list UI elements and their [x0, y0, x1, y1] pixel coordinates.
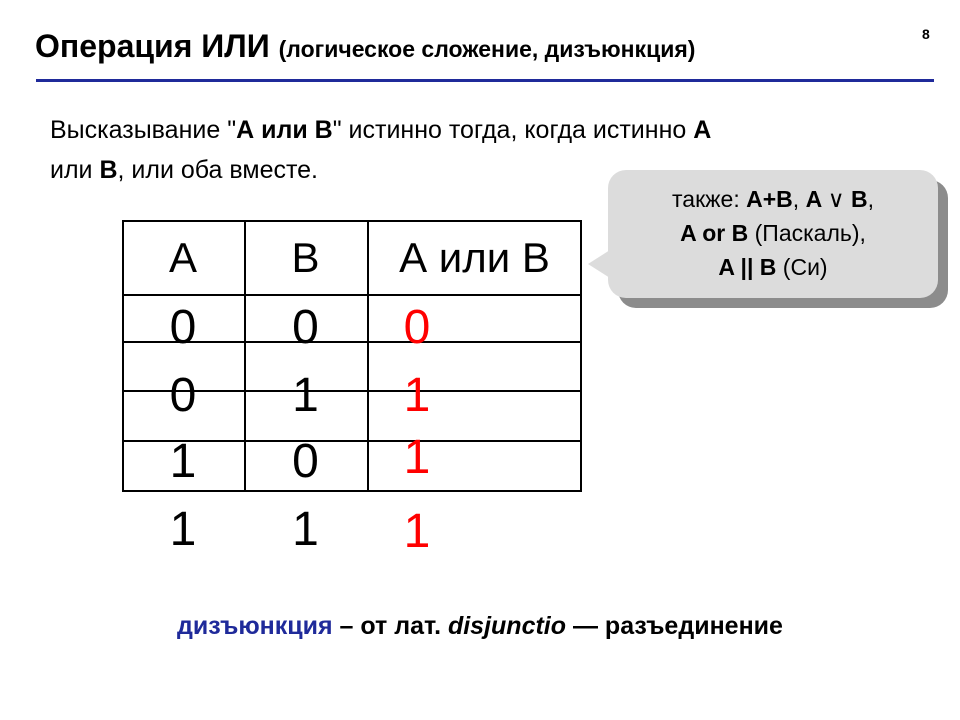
- callout-expr-plus: A+B: [746, 186, 793, 212]
- footer-latin: disjunctio: [447, 612, 567, 640]
- table-cell-a: 0: [169, 301, 197, 354]
- callout-expr-a: A: [805, 186, 828, 212]
- callout-text: ,: [792, 186, 806, 212]
- footer-text: – от лат.: [332, 612, 448, 640]
- table-cell-a: 1: [169, 435, 197, 488]
- table-cell-result: 0: [403, 301, 431, 354]
- table-cell-b: 1: [292, 369, 319, 422]
- callout-expr-pascal: A or B: [680, 220, 749, 246]
- callout-line-3: [618, 250, 928, 284]
- callout-text: ,: [867, 186, 874, 212]
- or-symbol-icon: ∨: [827, 186, 845, 212]
- title-underline: [36, 79, 934, 82]
- table-cell-a: 0: [169, 369, 197, 422]
- table-cell-a: 1: [169, 503, 197, 556]
- callout-line-2: [618, 216, 928, 250]
- statement-var-a: А: [693, 116, 712, 144]
- callout-line-1: [618, 182, 928, 216]
- table-cell-result: 1: [403, 505, 431, 558]
- table-cell-b: 0: [292, 301, 319, 354]
- callout-text: (Паскаль),: [748, 220, 866, 246]
- slide-number: 8: [922, 26, 930, 42]
- statement-var-b: B: [99, 156, 118, 184]
- slide-title: [35, 26, 695, 69]
- title-subtitle: (логическое сложение, дизъюнкция): [278, 36, 696, 62]
- table-border: [122, 220, 582, 222]
- statement-part: , или оба вместе.: [117, 156, 318, 184]
- truth-table: [122, 220, 582, 560]
- callout-pointer: [588, 250, 610, 278]
- callout-text: (Си): [776, 254, 828, 280]
- table-header-a: A: [168, 234, 197, 281]
- table-cell-result: 1: [403, 369, 431, 422]
- table-cell-b: 1: [292, 503, 319, 556]
- callout-expr-c: A || B: [718, 254, 777, 280]
- notation-callout: [608, 170, 938, 298]
- title-main: Операция ИЛИ: [35, 28, 270, 64]
- table-cell-result: 1: [403, 431, 431, 484]
- statement-part: или: [50, 156, 100, 184]
- callout-expr-b: B: [844, 186, 868, 212]
- table-cell-b: 0: [292, 435, 319, 488]
- table-rule: [122, 294, 582, 296]
- footer-etymology: [0, 612, 960, 641]
- table-border: [122, 490, 582, 492]
- footer-term: дизъюнкция: [177, 612, 333, 640]
- footer-text: — разъединение: [566, 612, 783, 640]
- statement-expression: А или B: [236, 116, 333, 144]
- statement-part: " истинно тогда, когда истинно: [332, 116, 694, 144]
- callout-text: также:: [672, 186, 747, 212]
- table-header-b: B: [291, 234, 320, 281]
- statement-part: Высказывание ": [50, 116, 237, 144]
- table-header-result: А или B: [399, 234, 550, 281]
